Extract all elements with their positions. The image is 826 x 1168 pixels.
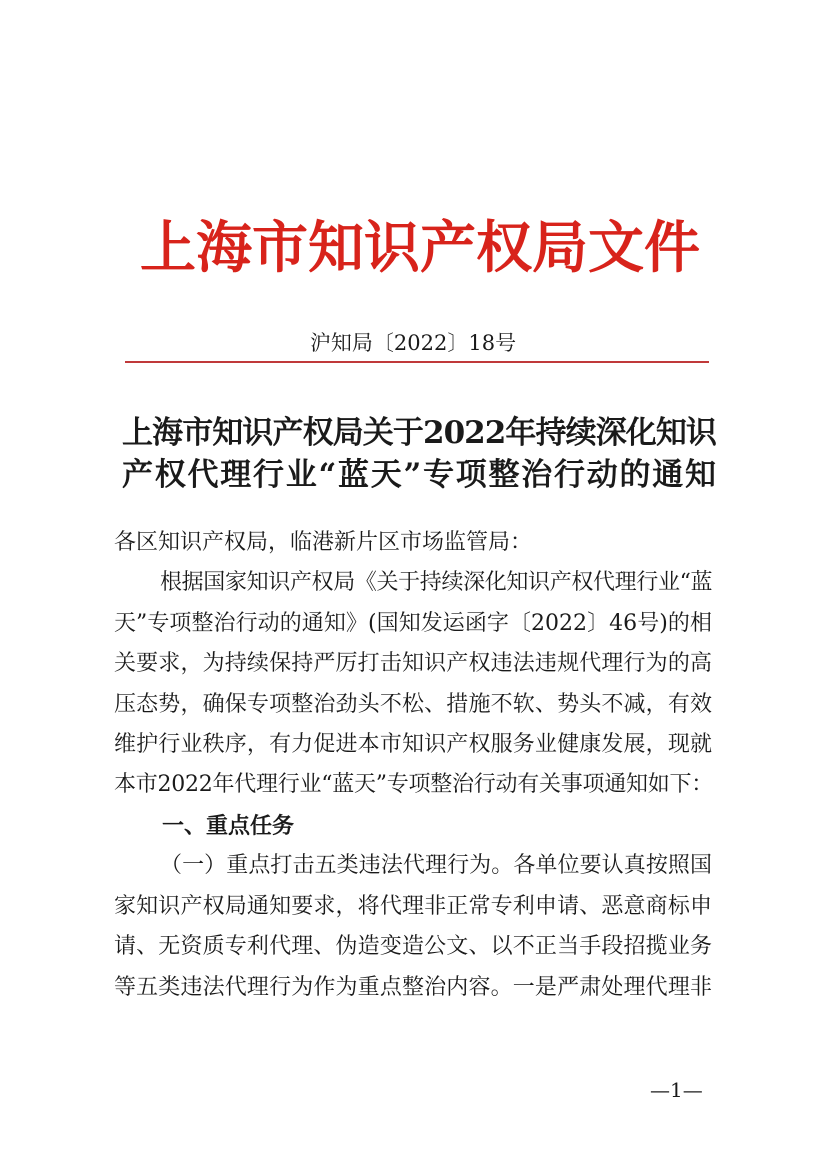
paragraph-line: 本市2022年代理行业“蓝天”专项整治行动有关事项通知如下： [114,772,713,797]
page-number: —1— [650,1078,703,1102]
paragraph-line: 等五类违法代理行为作为重点整治内容。一是严肃处理代理非 [114,975,712,1000]
paragraph-line: 根据国家知识产权局《关于持续深化知识产权代理行业“蓝 [160,570,712,595]
section-heading: 一、重点任务 [162,814,295,839]
red-divider-line [125,361,709,363]
paragraph-line: 天”专项整治行动的通知》(国知发运函字〔2022〕46号)的相 [114,611,712,636]
paragraph-line: 请、无资质专利代理、伪造变造公文、以不正当手段招揽业务 [114,934,712,959]
paragraph-line: 关要求，为持续保持严厉打击知识产权违法违规代理行为的高 [114,651,712,676]
paragraph-line: 家知识产权局通知要求，将代理非正常专利申请、恶意商标申 [114,894,712,919]
document-title-line-2: 产权代理行业“蓝天”专项整治行动的通知 [122,457,716,493]
salutation: 各区知识产权局，临港新片区市场监管局： [114,530,533,555]
issuer-red-header: 上海市知识产权局文件 [140,215,700,281]
paragraph-line: 维护行业秩序，有力促进本市知识产权服务业健康发展，现就 [114,732,712,757]
document-number: 沪知局〔2022〕18号 [309,331,517,355]
document-title-line-1: 上海市知识产权局关于2022年持续深化知识 [122,415,716,451]
paragraph-line: 压态势，确保专项整治劲头不松、措施不软、势头不减，有效 [114,692,712,717]
paragraph-line: （一）重点打击五类违法代理行为。各单位要认真按照国 [160,853,712,878]
